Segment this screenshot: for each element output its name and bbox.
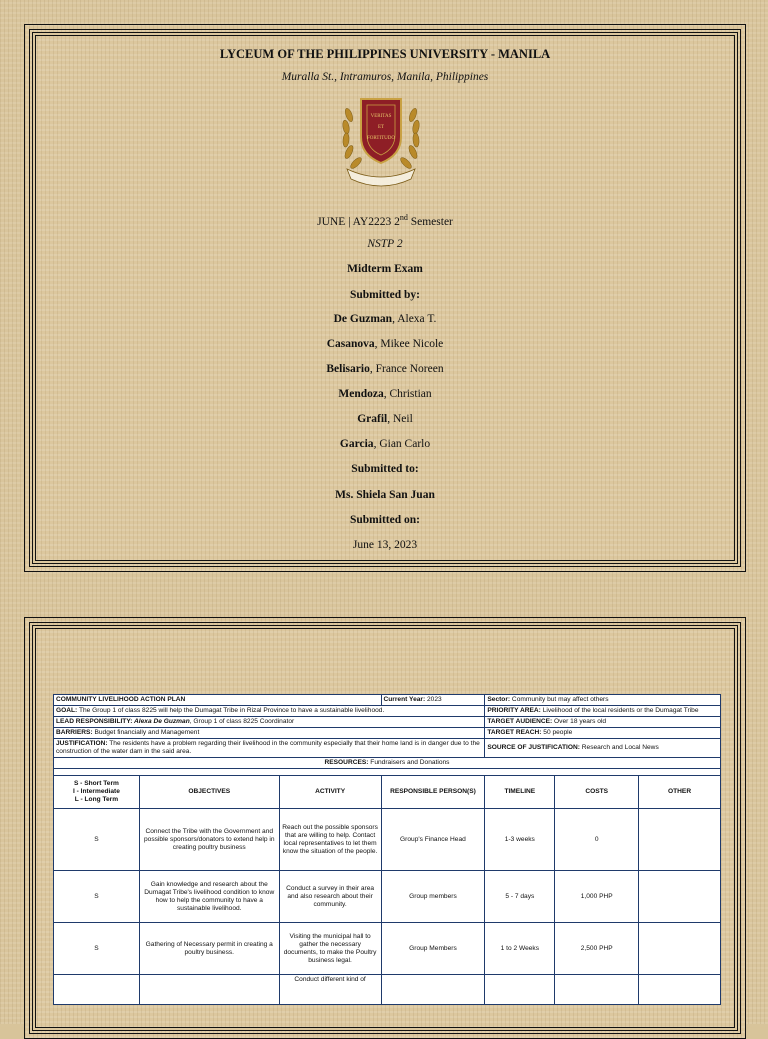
action-plan-page bbox=[24, 617, 746, 1039]
member-name: Belisario, France Noreen bbox=[326, 363, 444, 375]
timeline-cell: 1-3 weeks bbox=[485, 809, 555, 871]
responsible-cell: Group Members bbox=[381, 923, 485, 975]
university-address: Muralla St., Intramuros, Manila, Philippines bbox=[281, 71, 489, 83]
responsible-cell: Group's Finance Head bbox=[381, 809, 485, 871]
other-cell bbox=[639, 871, 721, 923]
activity-cell: Conduct a survey in their area and also research about their community. bbox=[279, 871, 381, 923]
member-name: Grafil, Neil bbox=[357, 413, 413, 425]
header-term: S - Short Term I - Intermediate L - Long Term bbox=[54, 776, 140, 809]
goal-cell: GOAL: The Group 1 of class 8225 will help the Dumagat Tribe in Rizal Province to have a sustainable livelihood. bbox=[54, 706, 485, 717]
objective-cell: Gain knowledge and research about the Dumagat Tribe's livelihood condition to know how to help the community to have a sustainable livelihood. bbox=[139, 871, 279, 923]
source-cell: SOURCE OF JUSTIFICATION: Research and Local News bbox=[485, 739, 721, 758]
table-row bbox=[54, 809, 721, 871]
seal-text-1: VERITAS bbox=[370, 114, 392, 119]
action-plan-table bbox=[53, 694, 721, 1005]
reach-cell: TARGET REACH: 50 people bbox=[485, 728, 721, 739]
course-name: NSTP 2 bbox=[367, 238, 403, 250]
seal-text-2: ET bbox=[377, 125, 385, 130]
justification-cell: JUSTIFICATION: The residents have a problem regarding their livelihood in the community especially that their home land is in danger due to the construction of the water dam in the said area. bbox=[54, 739, 485, 758]
instructor-name: Ms. Shiela San Juan bbox=[335, 489, 435, 501]
header-objectives: OBJECTIVES bbox=[139, 776, 279, 809]
exam-title: Midterm Exam bbox=[347, 263, 423, 275]
member-name: Casanova, Mikee Nicole bbox=[326, 338, 444, 350]
other-cell bbox=[639, 923, 721, 975]
term-suffix: Semester bbox=[407, 215, 453, 228]
activity-cell: Reach out the possible sponsors that are willing to help. Contact local representatives to let them know the situation of the people. bbox=[279, 809, 381, 871]
other-cell bbox=[639, 809, 721, 871]
cost-cell: 2,500 PHP bbox=[555, 923, 639, 975]
resources-row bbox=[54, 758, 721, 769]
objective-cell: Gathering of Necessary permit in creating a poultry business. bbox=[139, 923, 279, 975]
member-name: Garcia, Gian Carlo bbox=[339, 438, 431, 450]
term-line bbox=[25, 213, 745, 228]
goal-row bbox=[54, 706, 721, 717]
seal-text-3: FORTITUDO bbox=[366, 136, 396, 141]
justification-row bbox=[54, 739, 721, 758]
term-cell: S bbox=[54, 809, 140, 871]
spacer-row bbox=[54, 769, 721, 776]
responsible-cell bbox=[381, 975, 485, 1005]
submitted-by-label: Submitted by: bbox=[350, 289, 420, 301]
timeline-cell: 5 - 7 days bbox=[485, 871, 555, 923]
activity-cell: Conduct different kind of bbox=[279, 975, 381, 1005]
header-timeline: TIMELINE bbox=[485, 776, 555, 809]
objective-cell: Connect the Tribe with the Government and possible sponsors/donators to extend help in creating poultry business bbox=[139, 809, 279, 871]
header-activity: ACTIVITY bbox=[279, 776, 381, 809]
university-name: LYCEUM OF THE PHILIPPINES UNIVERSITY - MANILA bbox=[219, 47, 551, 61]
barriers-row bbox=[54, 728, 721, 739]
submitted-on-label: Submitted on: bbox=[350, 514, 420, 526]
barriers-cell: BARRIERS: Budget financially and Management bbox=[54, 728, 485, 739]
member-name: Mendoza, Christian bbox=[338, 388, 432, 400]
header-responsible: RESPONSIBLE PERSON(S) bbox=[381, 776, 485, 809]
plan-title: COMMUNITY LIVELIHOOD ACTION PLAN bbox=[54, 695, 382, 706]
timeline-cell: 1 to 2 Weeks bbox=[485, 923, 555, 975]
term-prefix: JUNE | AY2223 2 bbox=[317, 215, 400, 228]
member-name: De Guzman, Alexa T. bbox=[333, 313, 437, 325]
current-year-cell: Current Year: 2023 bbox=[381, 695, 485, 706]
timeline-cell bbox=[485, 975, 555, 1005]
cost-cell: 1,000 PHP bbox=[555, 871, 639, 923]
term-cell: S bbox=[54, 923, 140, 975]
term-sup: nd bbox=[399, 213, 408, 222]
objective-cell bbox=[139, 975, 279, 1005]
cost-cell: 0 bbox=[555, 809, 639, 871]
term-cell bbox=[54, 975, 140, 1005]
header-costs: COSTS bbox=[555, 776, 639, 809]
university-seal-logo bbox=[339, 93, 423, 189]
table-row bbox=[54, 923, 721, 975]
lead-cell: LEAD RESPONSIBILITY: Alexa De Guzman, Group 1 of class 8225 Coordinator bbox=[54, 717, 485, 728]
resources-cell: RESOURCES: Fundraisers and Donations bbox=[54, 758, 721, 769]
header-other: OTHER bbox=[639, 776, 721, 809]
table-row bbox=[54, 871, 721, 923]
activity-cell: Visiting the municipal hall to gather the necessary documents, to make the Poultry business legal. bbox=[279, 923, 381, 975]
plan-title-row bbox=[54, 695, 721, 706]
other-cell bbox=[639, 975, 721, 1005]
sector-cell: Sector: Community but may affect others bbox=[485, 695, 721, 706]
cost-cell bbox=[555, 975, 639, 1005]
lead-row bbox=[54, 717, 721, 728]
term-cell: S bbox=[54, 871, 140, 923]
table-row bbox=[54, 975, 721, 1005]
responsible-cell: Group members bbox=[381, 871, 485, 923]
audience-cell: TARGET AUDIENCE: Over 18 years old bbox=[485, 717, 721, 728]
table-header-row bbox=[54, 776, 721, 809]
submission-date: June 13, 2023 bbox=[352, 539, 418, 551]
submitted-to-label: Submitted to: bbox=[351, 463, 419, 475]
cover-page bbox=[24, 24, 746, 572]
priority-cell: PRIORITY AREA: Livelihood of the local residents or the Dumagat Tribe bbox=[485, 706, 721, 717]
